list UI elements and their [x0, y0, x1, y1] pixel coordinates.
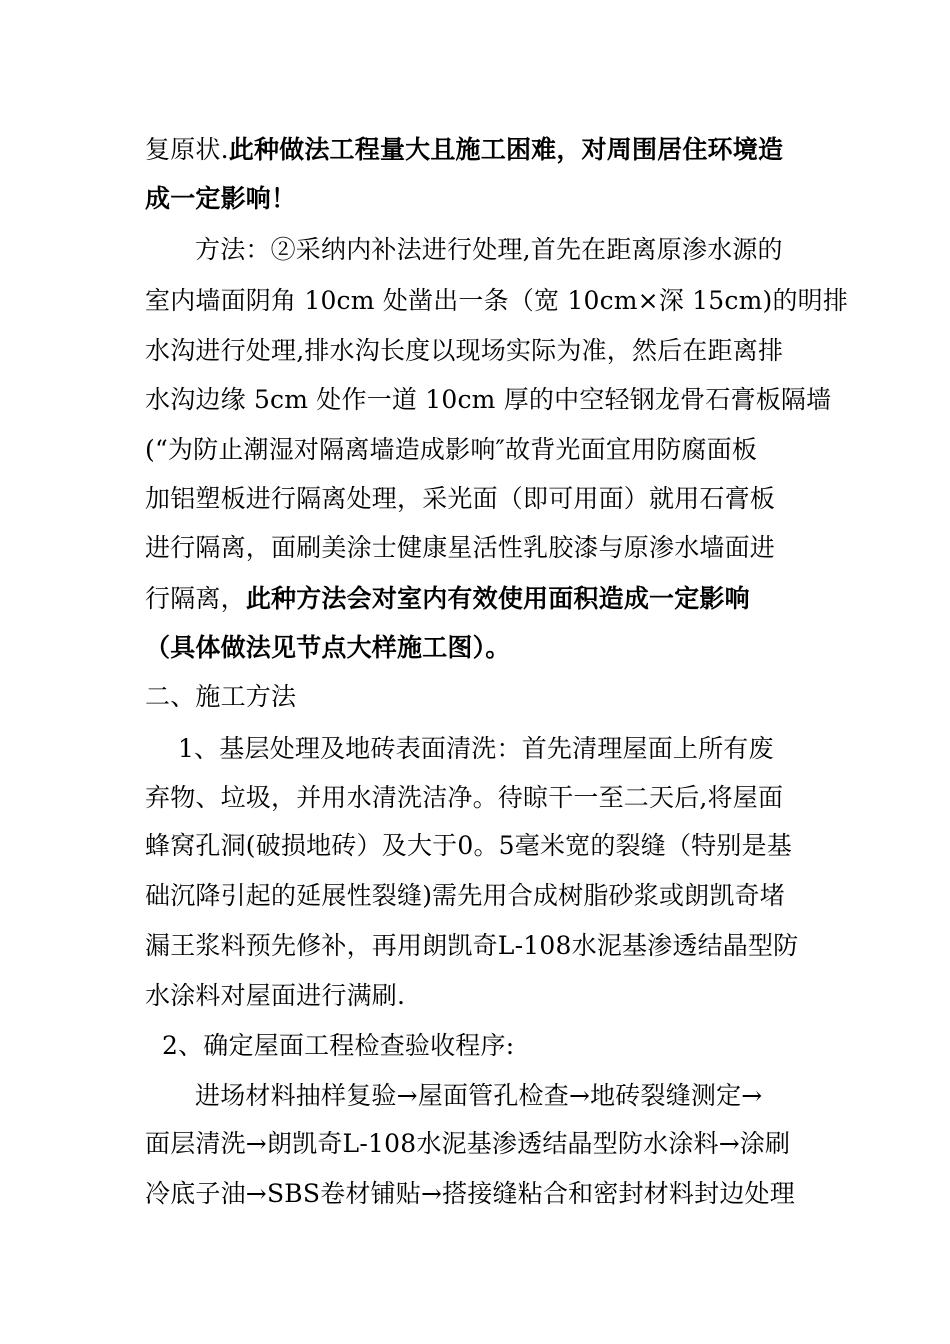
text-line: [145, 134, 783, 166]
text-line: 水沟进行处理,排水沟长度以现场实际为准，然后在距离排: [145, 336, 784, 365]
text-line: 冷底子油→SBS卷材铺贴→搭接缝粘合和密封材料封边处理: [145, 1179, 795, 1208]
section-heading: 二、施工方法: [145, 682, 297, 711]
text-line: 进行隔离，面刷美涂士健康星活性乳胶漆与原渗水墙面进: [145, 533, 776, 562]
text-line: 进场材料抽样复验→屋面管孔检查→地砖裂缝测定→: [195, 1081, 763, 1110]
bold-text-run: 此种做法工程量大且施工困难，对周围居住环境造: [228, 135, 784, 164]
text-line: 方法：②采纳内补法进行处理,首先在距离原渗水源的: [195, 235, 783, 264]
text-line: 蜂窝孔洞(破损地砖）及大于0。5毫米宽的裂缝（特别是基: [145, 831, 792, 860]
text-line: [145, 583, 750, 615]
text-line: 1、基层处理及地砖表面清洗：首先清理屋面上所有废: [178, 734, 774, 763]
text-line: 弃物、垃圾，并用水清洗洁净。待晾干一至二天后,将屋面: [145, 783, 784, 812]
text-line: 础沉降引起的延展性裂缝)需先用合成树脂砂浆或朗凯奇堵: [145, 881, 785, 910]
text-line: 水沟边缘 5cm 处作一道 10cm 厚的中空轻钢龙骨石膏板隔墙: [145, 385, 832, 414]
text-line: 成一定影响！: [145, 184, 297, 213]
text-line: (“为防止潮湿对隔离墙造成影响″故背光面宜用防腐面板: [145, 435, 758, 464]
text-line: 室内墙面阴角 10cm 处凿出一条（宽 10cm×深 15cm)的明排: [145, 286, 849, 315]
text-run: 行隔离，: [145, 584, 246, 613]
text-line: 加铝塑板进行隔离处理，采光面（即可用面）就用石膏板: [145, 484, 776, 513]
text-line: 面层清洗→朗凯奇L-108水泥基渗透结晶型防水涂料→涂刷: [145, 1129, 791, 1158]
text-run: 复原状.: [145, 135, 229, 164]
text-line: 2、确定屋面工程检查验收程序:: [162, 1031, 515, 1060]
text-line: （具体做法见节点大样施工图）。: [145, 633, 511, 662]
bold-text-run: 此种方法会对室内有效使用面积造成一定影响: [245, 584, 750, 613]
text-line: 漏王浆料预先修补，再用朗凯奇L-108水泥基渗透结晶型防: [145, 931, 799, 960]
text-line: 水涂料对屋面进行满刷.: [145, 981, 406, 1010]
